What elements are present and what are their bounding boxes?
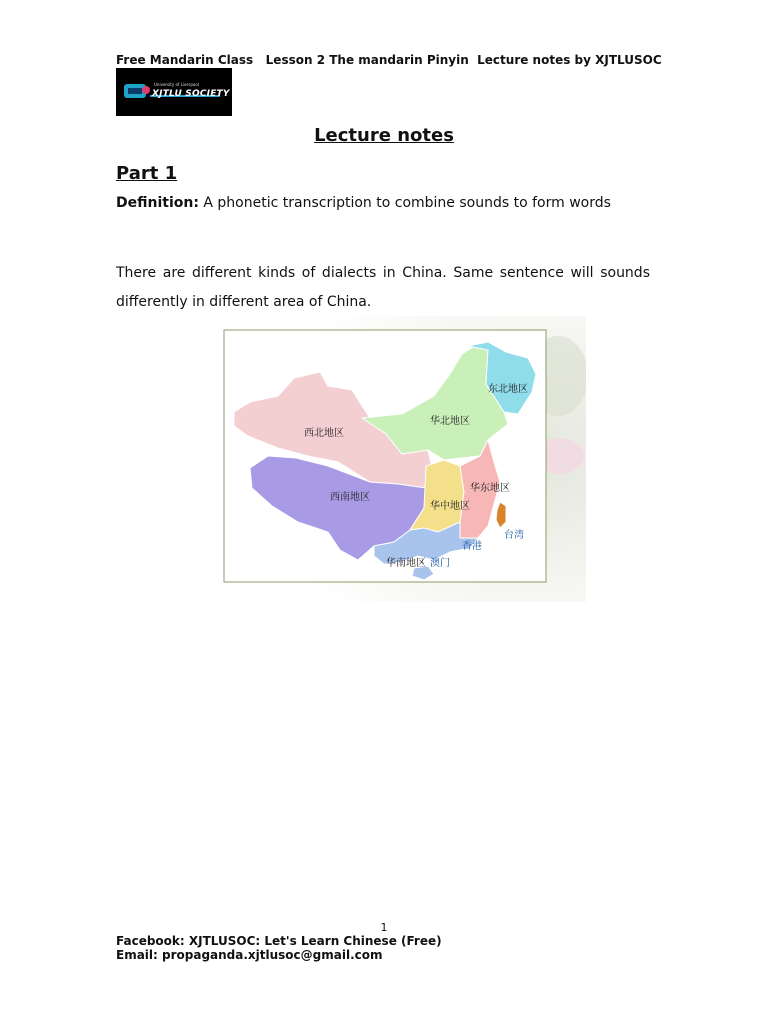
label-hongkong: 香港 — [462, 541, 482, 552]
page-title: Lecture notes — [314, 125, 454, 146]
logo-main-text: XJTLU SOCIETY — [152, 89, 230, 99]
footer-facebook: Facebook: XJTLUSOC: Let's Learn Chinese (Free) — [116, 934, 442, 948]
definition-label: Definition: — [116, 195, 199, 211]
label-northeast: 东北地区 — [488, 384, 528, 395]
section-heading: Part 1 — [116, 163, 178, 184]
page-header: Free Mandarin Class Lesson 2 The mandarin Pinyin Lecture notes by XJTLUSOC — [116, 53, 662, 67]
logo-small-text: University of Liverpool — [154, 82, 199, 87]
body-paragraph: There are different kinds of dialects in China. Same sentence will sounds differently in different area of China. — [116, 265, 650, 310]
page-footer — [116, 934, 442, 962]
xjtlu-society-logo — [116, 68, 232, 116]
label-north: 华北地区 — [430, 416, 470, 427]
label-taiwan: 台湾 — [504, 530, 524, 541]
definition-text: A phonetic transcription to combine sounds to form words — [198, 195, 611, 211]
page-number: 1 — [380, 921, 388, 934]
label-southwest: 西南地区 — [330, 492, 370, 503]
label-macau: 澳门 — [430, 558, 450, 569]
label-south: 华南地区 — [386, 558, 426, 569]
footer-email: Email: propaganda.xjtlusoc@gmail.com — [116, 948, 383, 962]
definition — [116, 195, 611, 211]
china-region-map — [188, 316, 586, 602]
label-central: 华中地区 — [430, 501, 470, 512]
label-northwest: 西北地区 — [304, 428, 344, 439]
label-east: 华东地区 — [470, 483, 510, 494]
